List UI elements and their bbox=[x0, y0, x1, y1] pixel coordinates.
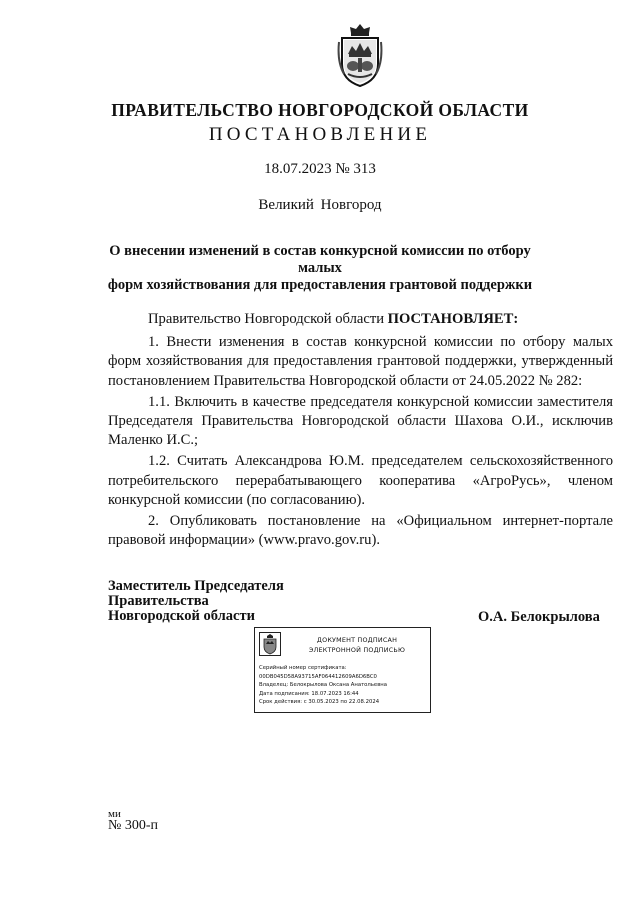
intro-resolves: ПОСТАНОВЛЯЕТ: bbox=[387, 311, 519, 327]
electronic-signature-stamp bbox=[254, 627, 431, 713]
paragraph-1-1: 1.1. Включить в качестве председателя конкурсной комиссии заместителя Председателя Правительства Новгородской области Шахова О.И., исключив Маленко И.С.; bbox=[108, 393, 613, 449]
signatory-title-line-1: Заместитель Председателя bbox=[108, 578, 284, 594]
paragraph-2: 2. Опубликовать постановление на «Официальном интернет-портале правовой информации» (www.pravo.gov.ru). bbox=[108, 513, 613, 549]
subject-line-2: форм хозяйствования для предоставления грантовой поддержки bbox=[107, 277, 533, 293]
resolution-intro bbox=[108, 310, 613, 329]
certificate-number: 00DB045D58A93715AF064412609A6D6BC0 bbox=[259, 673, 377, 680]
signatory-name: О.А. Белокрылова bbox=[478, 609, 600, 625]
stamp-title bbox=[285, 635, 429, 655]
signing-date: Дата подписания: 18.07.2023 16:44 bbox=[259, 690, 359, 697]
signatory-title bbox=[108, 579, 284, 624]
document-type: ПОСТАНОВЛЕНИЕ bbox=[208, 124, 432, 145]
document-subject bbox=[100, 243, 540, 294]
document-body bbox=[108, 310, 613, 552]
intro-text: Правительство Новгородской области bbox=[148, 311, 388, 327]
subject-line-1: О внесении изменений в состав конкурсной комиссии по отбору малых bbox=[109, 243, 531, 276]
certificate-owner: Владелец: Белокрылова Оксана Анатольевна bbox=[259, 682, 388, 689]
certificate-label: Серийный номер сертификата: bbox=[259, 665, 347, 671]
organization-title: ПРАВИТЕЛЬСТВО НОВГОРОДСКОЙ ОБЛАСТИ bbox=[111, 100, 529, 120]
footer-note bbox=[108, 808, 158, 832]
stamp-emblem-icon bbox=[259, 632, 281, 656]
signatory-title-line-2: Правительства bbox=[108, 593, 209, 609]
certificate-validity: Срок действия: с 30.05.2023 по 22.08.2024 bbox=[259, 699, 380, 706]
date-and-number: 18.07.2023 № 313 bbox=[264, 161, 376, 177]
stamp-title-line-1: ДОКУМЕНТ ПОДПИСАН bbox=[316, 636, 398, 644]
footer-number: № 300-п bbox=[108, 818, 159, 833]
stamp-title-line-2: ЭЛЕКТРОННОЙ ПОДПИСЬЮ bbox=[308, 646, 406, 654]
stamp-certificate-info bbox=[259, 664, 387, 707]
footer-initials: ми bbox=[108, 808, 121, 820]
paragraph-1-2: 1.2. Считать Александрова Ю.М. председателем сельскохозяйственного потребительского перерабатывающего кооператива «АгроРусь», членом конкурсной комиссии (по согласованию). bbox=[108, 453, 613, 508]
paragraph-1: 1. Внести изменения в состав конкурсной комиссии по отбору малых форм хозяйствования для предоставления грантовой поддержки, утвержденный постановлением Правительства Новгородской области от 24.05.2022 № 282: bbox=[108, 334, 613, 389]
signatory-title-line-3: Новгородской области bbox=[108, 608, 255, 624]
coat-of-arms-emblem bbox=[336, 22, 384, 88]
place-of-issue: Великий Новгород bbox=[258, 197, 382, 213]
